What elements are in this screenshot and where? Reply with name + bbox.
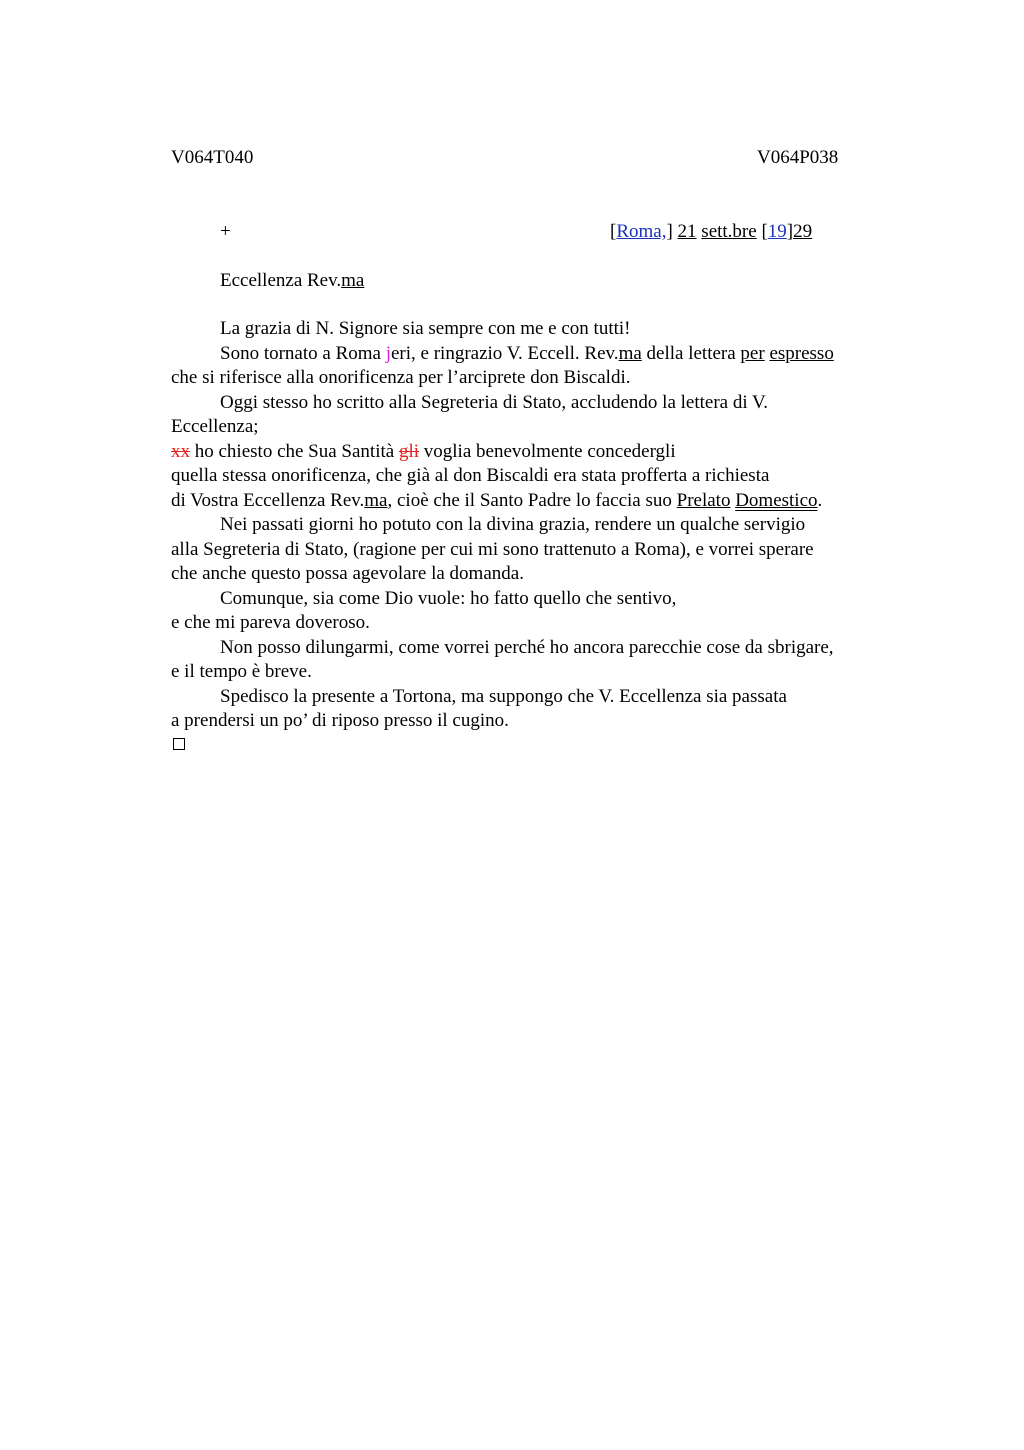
line-2-espresso: espresso [769, 343, 834, 364]
body-line-7: quella stessa onorificenza, che già al don Biscaldi era stata profferta a richiesta [171, 465, 770, 486]
salutation-suffix: ma [341, 270, 365, 291]
line-8-ma: ma [364, 490, 388, 511]
document-code-left: V064T040 [171, 147, 254, 168]
date-month: sett.bre [701, 221, 757, 242]
body-line-17: a prendersi un po’ di riposo presso il cugino. [171, 710, 509, 731]
line-2-per: per [740, 343, 765, 364]
line-2-text-c: della lettera [641, 343, 741, 364]
body-line-11: che anche questo possa agevolare la domanda. [171, 563, 524, 584]
line-8-end: . [817, 490, 823, 511]
insertion-j: j [385, 343, 391, 364]
line-8-text-a: di Vostra Eccellenza Rev. [171, 490, 365, 511]
body-line-10: alla Segreteria di Stato, (ragione per cui mi sono trattenuto a Roma), e vorrei sperare [171, 539, 814, 560]
line-2-text-a: Sono tornato a Roma [220, 343, 386, 364]
body-line-12: Comunque, sia come Dio vuole: ho fatto quello che sentivo, [220, 588, 677, 609]
page-code-right: V064P038 [757, 147, 839, 168]
date-year-close: ] [786, 221, 794, 242]
letter-date [610, 220, 812, 244]
end-square-icon [173, 738, 185, 750]
body-line-8 [171, 489, 822, 513]
line-8-text-b: , cioè che il Santo Padre lo faccia suo [387, 490, 677, 511]
body-line-6 [171, 440, 676, 464]
body-line-5: Eccellenza; [171, 416, 259, 437]
salutation [220, 269, 364, 293]
date-place: Roma, [616, 221, 667, 242]
body-line-3: che si riferisce alla onorificenza per l’arciprete don Biscaldi. [171, 367, 631, 388]
line-8-domestico: Domestico [735, 490, 818, 511]
date-bracket-open: [ [610, 221, 617, 242]
deletion-gli: gli [398, 441, 420, 462]
date-year-end: 29 [793, 221, 813, 242]
body-line-2 [220, 342, 834, 366]
body-line-14: Non posso dilungarmi, come vorrei perché ho ancora parecchie cose da sbrigare, [220, 637, 834, 658]
line-2-text-b: eri, e ringrazio V. Eccell. Rev. [390, 343, 619, 364]
salutation-text: Eccellenza Rev. [220, 270, 342, 291]
body-line-15: e il tempo è breve. [171, 661, 312, 682]
date-bracket-close: ] [666, 221, 673, 242]
body-line-4: Oggi stesso ho scritto alla Segreteria di Stato, accludendo la lettera di V. [220, 392, 769, 413]
body-line-16: Spedisco la presente a Tortona, ma suppongo che V. Eccellenza sia passata [220, 686, 787, 707]
body-line-13: e che mi pareva doveroso. [171, 612, 370, 633]
line-6-text-a: ho chiesto che Sua Santità [190, 441, 399, 462]
date-day: 21 [677, 221, 697, 242]
cross-mark: + [220, 221, 231, 242]
line-8-prelato: Prelato [676, 490, 731, 511]
body-line-9: Nei passati giorni ho potuto con la divina grazia, rendere un qualche servigio [220, 514, 806, 535]
date-year-open: [ [761, 221, 768, 242]
date-year-century: 19 [767, 221, 787, 242]
deletion-xx: xx [171, 441, 190, 462]
line-6-text-b: voglia benevolmente concedergli [419, 441, 676, 462]
line-2-ma: ma [618, 343, 642, 364]
body-line-1: La grazia di N. Signore sia sempre con me e con tutti! [220, 318, 631, 339]
